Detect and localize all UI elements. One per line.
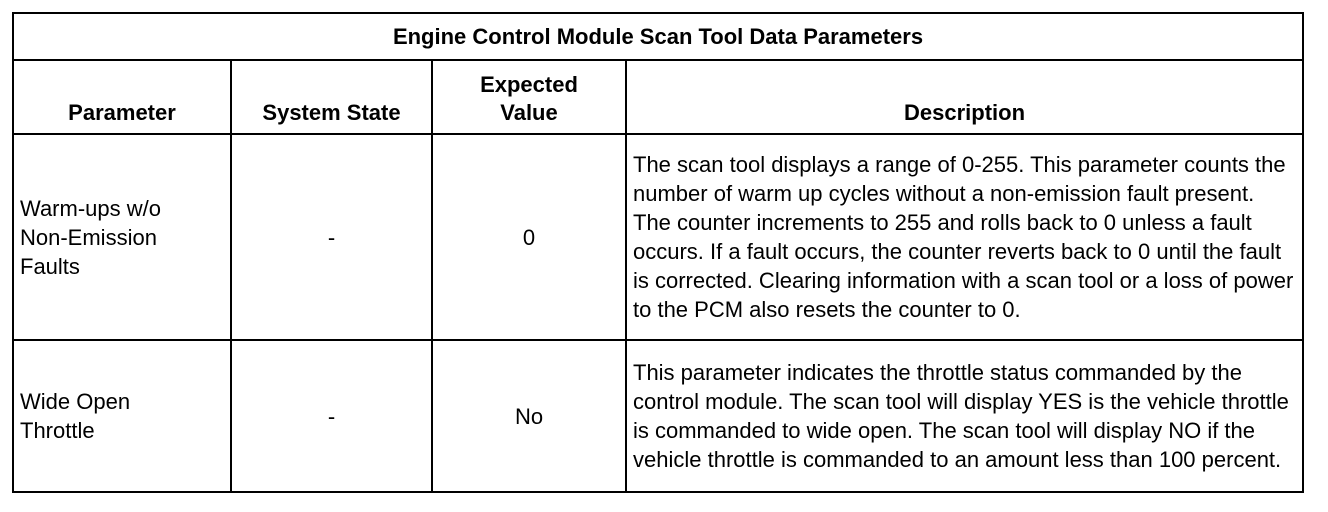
cell-parameter [13, 340, 231, 492]
table-row [13, 134, 1303, 340]
table-row [13, 340, 1303, 492]
cell-parameter-text: Warm-ups w/o Non-Emission Faults [20, 195, 161, 279]
cell-parameter-text: Wide Open Throttle [20, 389, 131, 443]
cell-expected-value: 0 [432, 134, 626, 340]
header-expected-value [432, 60, 626, 134]
header-description: Description [626, 60, 1303, 134]
cell-expected-value: No [432, 340, 626, 492]
header-parameter: Parameter [13, 60, 231, 134]
table-title: Engine Control Module Scan Tool Data Parameters [13, 13, 1303, 60]
table-header-row [13, 60, 1303, 134]
scan-tool-data-table [12, 12, 1304, 493]
header-expected-value-label: Expected Value [480, 72, 578, 125]
cell-system-state: - [231, 134, 432, 340]
header-system-state: System State [231, 60, 432, 134]
table-title-row [13, 13, 1303, 60]
cell-description: The scan tool displays a range of 0-255. This parameter counts the number of warm up cycles without a non-emission fault present. The counter increments to 255 and rolls back to 0 unless a fault occurs. If a fault occurs, the counter reverts back to 0 until the fault is corrected. Clearing information with a scan tool or a loss of power to the PCM also resets the counter to 0. [626, 134, 1303, 340]
cell-system-state: - [231, 340, 432, 492]
cell-description: This parameter indicates the throttle status commanded by the control module. The scan tool will display YES is the vehicle throttle is commanded to wide open. The scan tool will display NO if the vehicle throttle is commanded to an amount less than 100 percent. [626, 340, 1303, 492]
cell-parameter [13, 134, 231, 340]
